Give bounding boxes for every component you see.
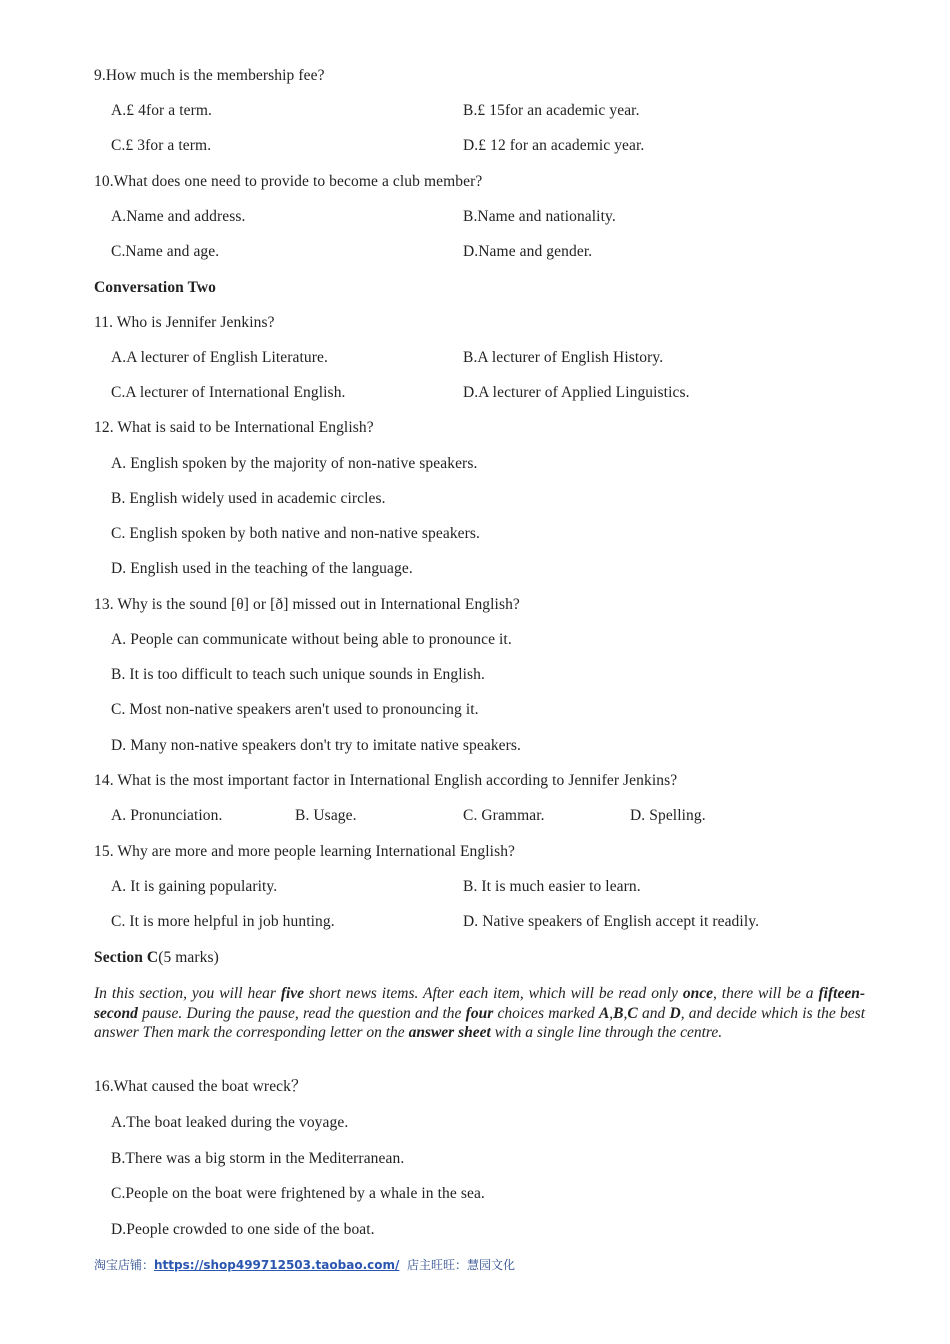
option-c: C.£ 3for a term. bbox=[111, 137, 212, 154]
option-b: B.£ 15for an academic year. bbox=[463, 102, 640, 119]
option-a: A.A lecturer of English Literature. bbox=[111, 349, 328, 366]
footer-label: 淘宝店铺： bbox=[94, 1258, 155, 1272]
option-a: A.£ 4for a term. bbox=[111, 102, 213, 119]
option-c: C.A lecturer of International English. bbox=[111, 384, 346, 401]
option-d: D.Name and gender. bbox=[463, 243, 593, 260]
question-stem: 13. Why is the sound [θ] or [ð] missed out in International English? bbox=[94, 596, 520, 613]
section-c-instructions: In this section, you will hear five short news items. After each item, which will be read only once, there will be a fifteen-second pause. During the pause, read the question and the four choices marked A,B,C and D, and decide which is the best answer Then mark the corresponding letter on the answer sheet with a single line through the centre. bbox=[94, 985, 866, 1041]
option-b: B. It is much easier to learn. bbox=[463, 878, 641, 895]
option-d: D. Many non-native speakers don't try to imitate native speakers. bbox=[111, 737, 522, 754]
option-b: B. Usage. bbox=[295, 807, 357, 824]
question-stem: 9.How much is the membership fee? bbox=[94, 67, 325, 84]
option-b: B.There was a big storm in the Mediterranean. bbox=[111, 1150, 405, 1167]
option-d: D.£ 12 for an academic year. bbox=[463, 137, 645, 154]
option-c: C. English spoken by both native and non-native speakers. bbox=[111, 525, 481, 542]
option-d: D.A lecturer of Applied Linguistics. bbox=[463, 384, 690, 401]
option-a: A. It is gaining popularity. bbox=[111, 878, 278, 895]
option-b: B.A lecturer of English History. bbox=[463, 349, 664, 366]
option-c: C. Grammar. bbox=[463, 807, 545, 824]
option-a: A. Pronunciation. bbox=[111, 807, 223, 824]
question-stem: 11. Who is Jennifer Jenkins? bbox=[94, 314, 275, 331]
option-b: B.Name and nationality. bbox=[463, 208, 616, 225]
question-stem: 10.What does one need to provide to become a club member? bbox=[94, 173, 483, 190]
option-b: B. English widely used in academic circles. bbox=[111, 490, 386, 507]
section-heading: Conversation Two bbox=[94, 279, 217, 296]
option-c: C.Name and age. bbox=[111, 243, 220, 260]
option-c: C. Most non-native speakers aren't used to pronouncing it. bbox=[111, 701, 479, 718]
footer-owner: 店主旺旺：慧园文化 bbox=[407, 1258, 516, 1272]
section-c-marks: (5 marks) bbox=[158, 949, 219, 966]
section-c-heading bbox=[94, 949, 219, 967]
shop-link[interactable]: https://shop499712503.taobao.com/ bbox=[154, 1258, 400, 1272]
option-a: A.The boat leaked during the voyage. bbox=[111, 1114, 349, 1131]
option-a: A. People can communicate without being able to pronounce it. bbox=[111, 631, 512, 648]
option-d: D. Native speakers of English accept it readily. bbox=[463, 913, 760, 930]
option-d: D.People crowded to one side of the boat. bbox=[111, 1221, 375, 1238]
option-d: D. English used in the teaching of the language. bbox=[111, 560, 413, 577]
footer bbox=[94, 1256, 515, 1273]
option-a: A. English spoken by the majority of non-native speakers. bbox=[111, 455, 478, 472]
question-stem: 16.What caused the boat wreck？ bbox=[94, 1078, 307, 1095]
question-stem: 12. What is said to be International English? bbox=[94, 419, 374, 436]
option-a: A.Name and address. bbox=[111, 208, 246, 225]
option-c: C.People on the boat were frightened by a whale in the sea. bbox=[111, 1185, 485, 1202]
section-c-title: Section C bbox=[94, 949, 159, 966]
option-b: B. It is too difficult to teach such unique sounds in English. bbox=[111, 666, 486, 683]
question-stem: 15. Why are more and more people learning International English? bbox=[94, 843, 516, 860]
option-d: D. Spelling. bbox=[630, 807, 706, 824]
option-c: C. It is more helpful in job hunting. bbox=[111, 913, 335, 930]
question-stem: 14. What is the most important factor in International English according to Jennifer Jenkins? bbox=[94, 772, 678, 789]
